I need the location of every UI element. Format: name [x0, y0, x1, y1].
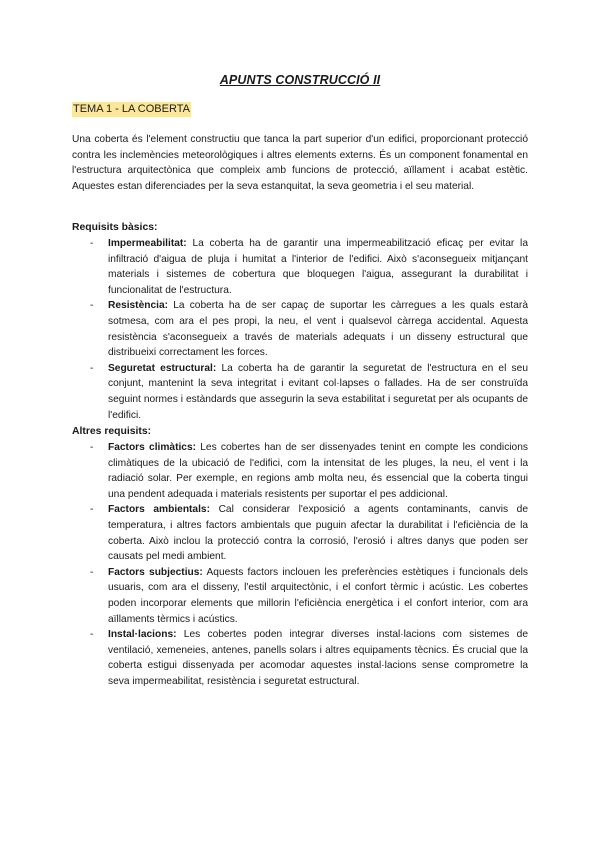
item-label: Factors subjectius: — [108, 566, 203, 578]
item-text: Cal considerar l'exposició a agents contaminants, canvis de temperatura, i altres factors ambientals que puguin afectar la durabilitat i l'eficiència de la coberta. Això inclou la protecció contra la corrosió, l'erosió i altres danys que poden ser causats pel medi ambient. — [108, 504, 528, 563]
list-item — [72, 236, 528, 298]
list-item — [72, 298, 528, 360]
item-text: La coberta ha de ser capaç de suportar les càrregues a les quals estarà sotmesa, com ara el pes propi, la neu, el vent i qualsevol càrrega accidental. Aquesta resistència s'aconsegueix a través de materials adequats i un disseny estructural que distribueixi correctament les forces. — [108, 300, 528, 359]
intro-paragraph: Una coberta és l'element constructiu que tanca la part superior d'un edifici, proporcionant protecció contra les inclemències meteorològiques i altres elements externs. És un component fonamental en l'estructura arquitectònica que compleix amb funcions de protecció, aïllament i acabat estètic. Aquestes estan diferenciades per la seva estanquitat, la seva geometria i el seu material. — [72, 134, 528, 192]
item-text: La coberta ha de garantir la seguretat de l'estructura en el seu conjunt, mantenint la seva integritat i evitant col·lapses o fallades. Ha de ser construïda seguint normes i estàndards que assegurin la seva estabilitat i seguretat per als ocupants de l'edifici. — [108, 362, 528, 421]
item-text: La coberta ha de garantir una impermeabilització eficaç per evitar la infiltració d'aigua de pluja i humitat a l'interior de l'edifici. Això s'aconsegueix mitjançant materials i sistemes de cobertura que bloquegen l'aigua, assegurant la durabilitat i funcionalitat de l'estructura. — [108, 238, 528, 296]
item-label: Resistència: — [108, 300, 169, 312]
bullet-dash: - — [90, 629, 94, 641]
basic-requirements-list — [72, 236, 528, 423]
item-label: Seguretat estructural: — [108, 362, 217, 374]
list-item — [72, 565, 528, 627]
item-label: Instal·lacions: — [108, 629, 177, 641]
bullet-dash: - — [90, 362, 94, 374]
item-text: Les cobertes poden integrar diverses instal·lacions com sistemes de ventilació, xemeneies, antenes, panells solars i altres equipaments tècnics. És crucial que la coberta estigui dissenyada per acomodar aquestes instal·lacions sense comprometre la seva impermeabilitat, resistència i seguretat estructural. — [108, 629, 528, 687]
other-requirements-list — [72, 440, 528, 690]
list-item — [72, 440, 528, 502]
bullet-dash: - — [90, 300, 94, 312]
list-item — [72, 502, 528, 564]
bullet-dash: - — [90, 238, 94, 249]
section-heading: TEMA 1 - LA COBERTA — [73, 103, 190, 115]
item-text: Aquests factors inclouen les preferències estètiques i funcionals dels usuaris, com ara el disseny, l'estil arquitectònic, i el confort tèrmic i acústic. Les cobertes poden incorporar elements que millorin l'eficiència energètica i el confort interior, com ara aïllaments tèrmics i acústics. — [108, 566, 528, 625]
basic-requirements-heading: Requisits bàsics: — [72, 222, 158, 233]
item-label: Factors climàtics: — [108, 442, 197, 453]
bullet-dash: - — [90, 504, 94, 516]
item-label: Factors ambientals: — [108, 504, 210, 516]
list-item — [72, 361, 528, 423]
bullet-dash: - — [90, 566, 94, 578]
other-requirements-heading: Altres requisits: — [72, 426, 152, 437]
item-label: Impermeabilitat: — [108, 238, 187, 249]
list-item — [72, 627, 528, 689]
bullet-dash: - — [90, 442, 94, 453]
document-title: APUNTS CONSTRUCCIÓ II — [219, 73, 381, 87]
item-text: Les cobertes han de ser dissenyades tenint en compte les condicions climàtiques de la ubicació de l'edifici, com la intensitat de les pluges, la neu, el vent i la radiació solar. Per exemple, en regions amb molta neu, és essencial que la coberta tingui una pendent adequada i materials resistents per suportar el pes addicional. — [108, 442, 528, 500]
